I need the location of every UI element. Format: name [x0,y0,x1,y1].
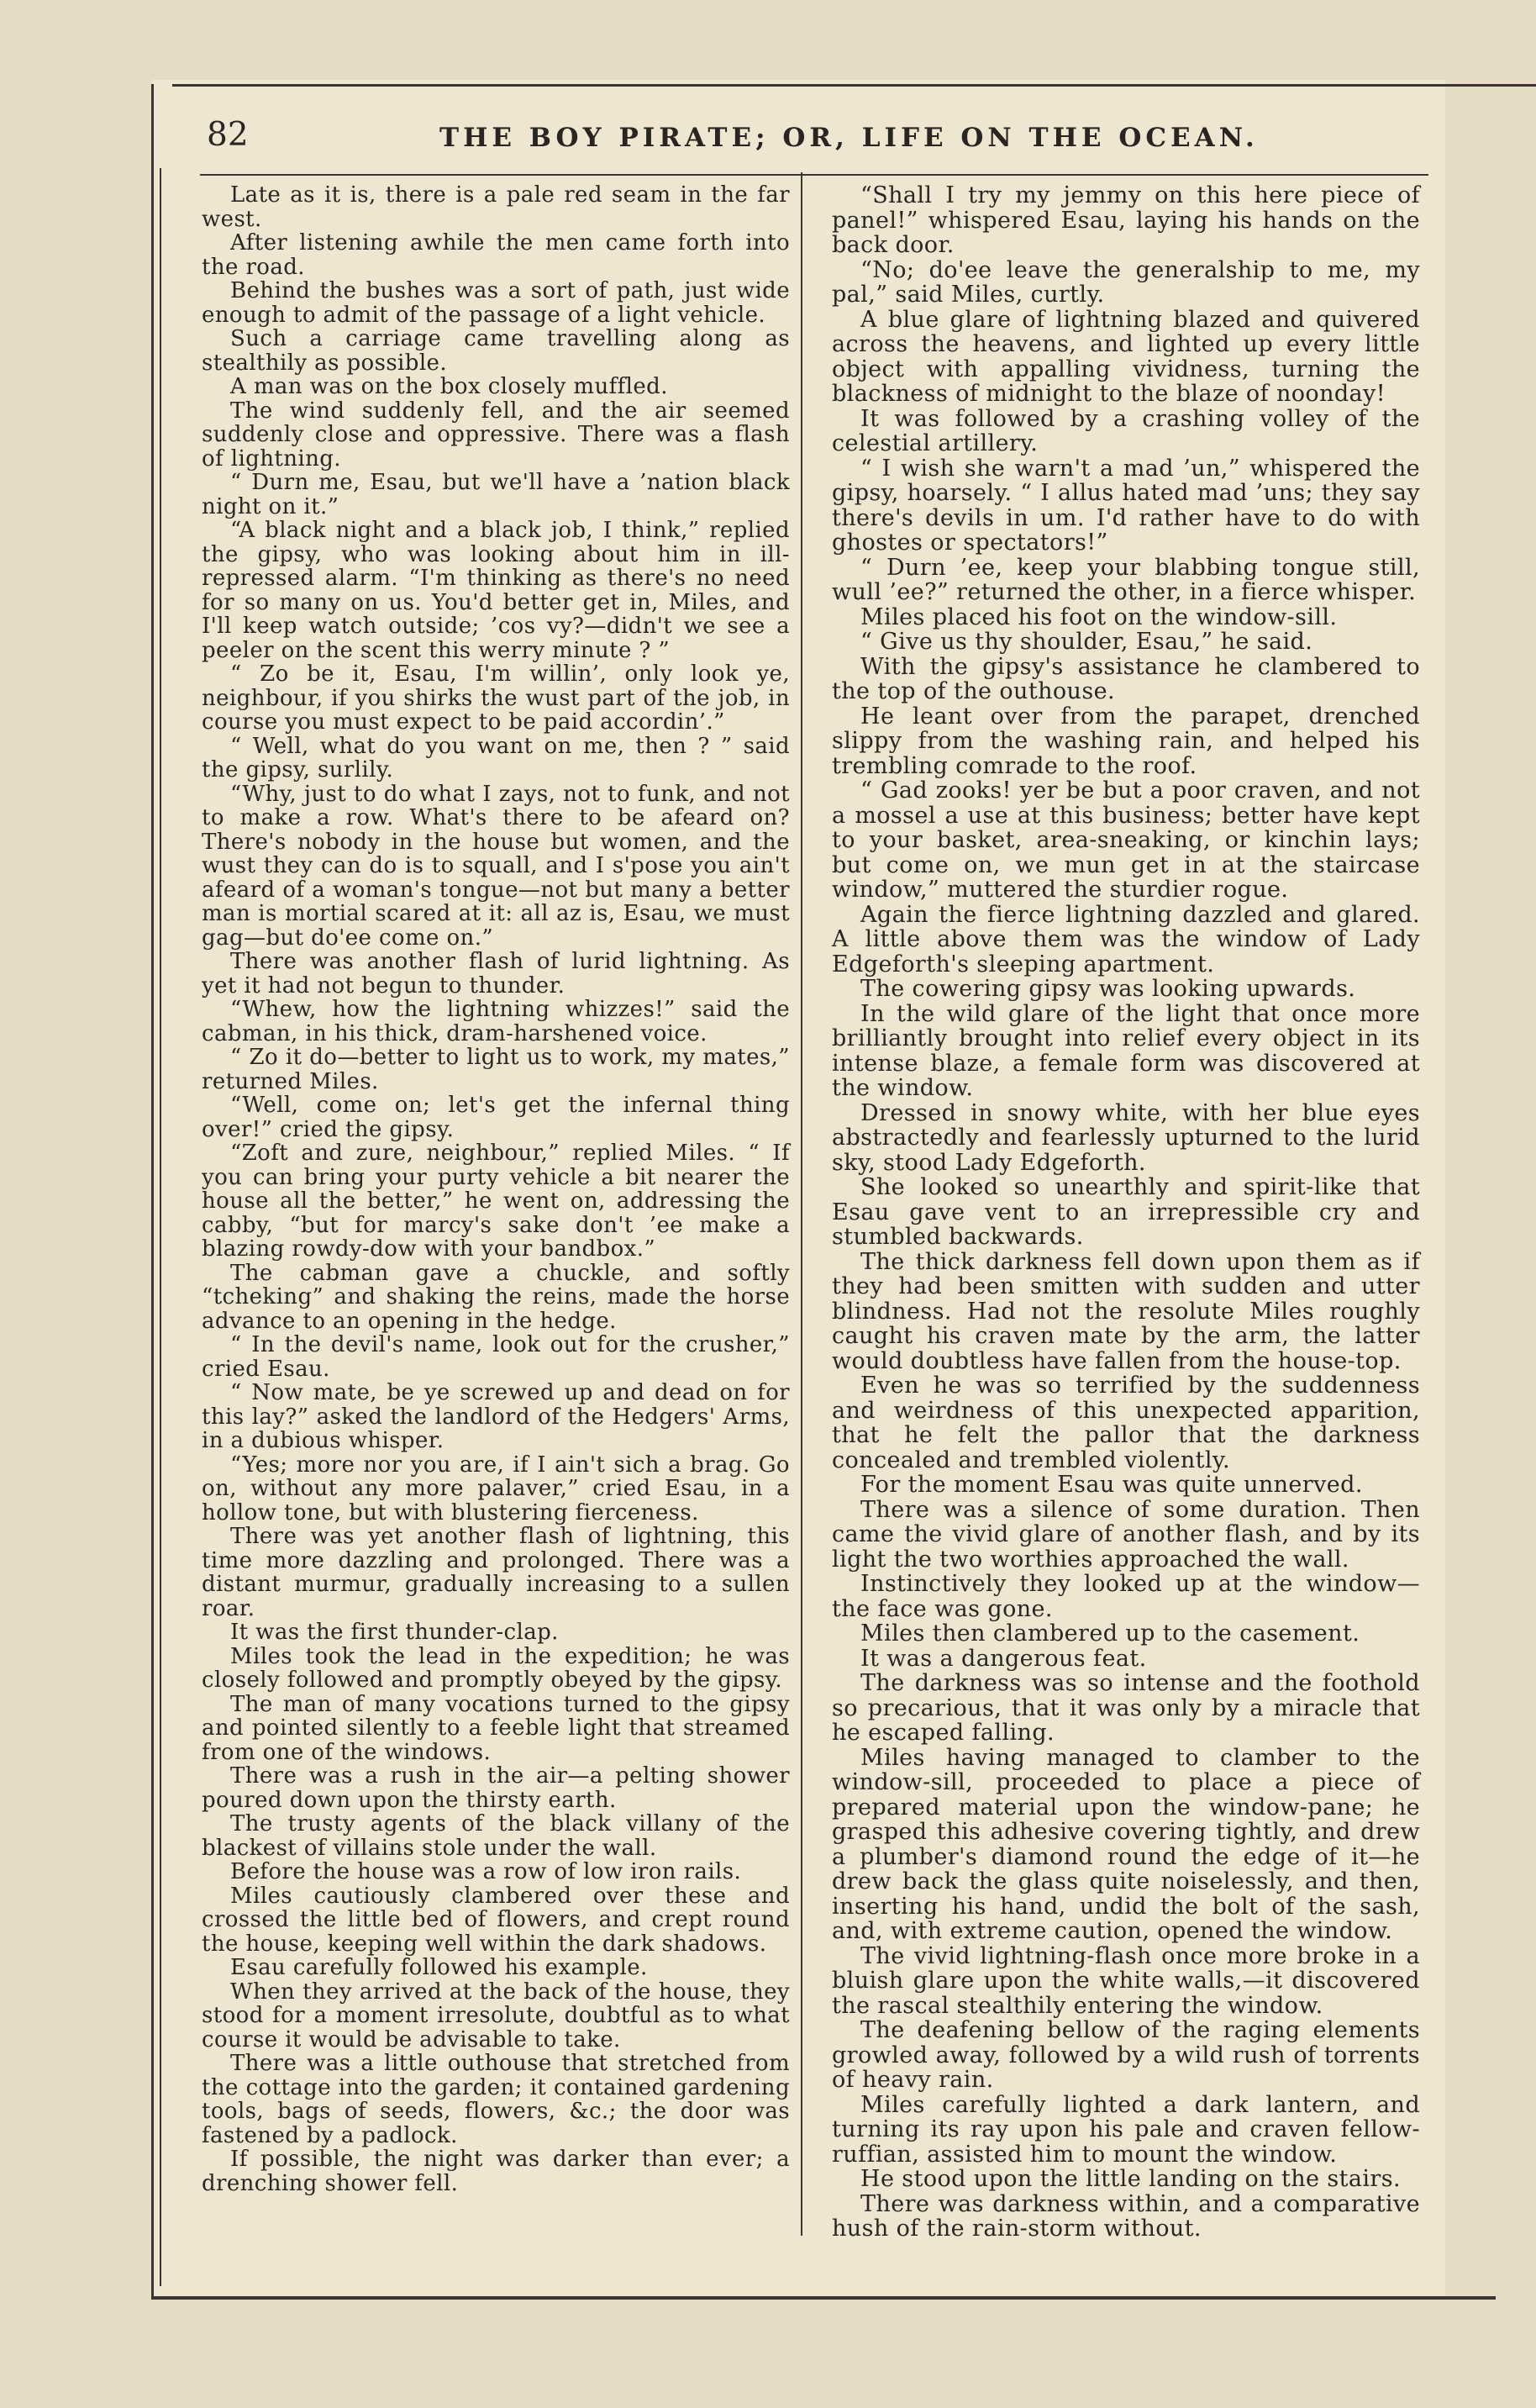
paragraph: With the gipsy's assistance he clambered to the top of the outhouse. [832,653,1420,704]
paragraph: “Whew, how the lightning whizzes!” said the cabman, in his thick, dram-harshened voice. [202,997,790,1046]
paragraph: The deafening bellow of the raging elements growled away, followed by a wild rush of torrents of heavy rain. [832,2017,1420,2093]
paragraph: “ Give us thy shoulder, Esau,” he said. [860,629,1313,655]
running-header [200,109,1427,160]
paragraph: The cowering gipsy was looking upwards. [860,976,1356,1002]
paragraph: The thick darkness fell down upon them as if they had been smitten with sudden and utter blindness. Had not the resolute Miles roughly caught his craven mate by the arm, the latter would doubtless have fallen from the house-top. [832,1248,1420,1374]
paragraph: Miles having managed to clamber to the window-sill, proceeded to place a piece of prepared material upon the window-pane; he grasped this adhesive covering tightly, and drew a plumber's diamond round the edge of it—he drew back the glass quite noiselessly, and then, inserting his hand, undid the bolt of the sash, and, with extreme caution, opened the window. [832,1744,1420,1944]
bottom-border-rule [151,2296,1496,2300]
paragraph: “ Zo it do—better to light us to work, my mates,” returned Miles. [202,1045,790,1094]
paragraph: When they arrived at the back of the house, they stood for a moment irresolute, doubtful as to what course it would be advisable to take. [202,1979,790,2052]
paragraph: Even he was so terrified by the suddenness and weirdness of this unexpected apparition, that he felt the pallor that the darkness concealed and trembled violently. [832,1373,1420,1473]
paragraph: Instinctively they looked up at the window—the face was gone. [832,1571,1420,1622]
paragraph: “Yes; more nor you are, if I ain't sich a brag. Go on, without any more palaver,” cried Esau, in a hollow tone, but with blustering fierceness. [202,1452,790,1525]
paragraph: He leant over from the parapet, drenched slippy from the washing rain, and helped his trembling comrade to the roof. [832,703,1420,779]
top-border-rule [172,84,1536,87]
paragraph: There was darkness within, and a comparative hush of the rain-storm without. [832,2190,1420,2242]
paragraph: Esau carefully followed his example. [230,1955,648,1980]
paragraph: Dressed in snowy white, with her blue eyes abstractedly and fearlessly upturned to the lurid sky, stood Lady Edgeforth. [832,1099,1420,1176]
header-rule [200,174,1428,176]
paragraph: He stood upon the little landing on the stairs. [860,2166,1401,2192]
paragraph: A blue glare of lightning blazed and quivered across the heavens, and lighted up every little object with appalling vividness, turning the blackness of midnight to the blaze of noonday! [832,306,1420,407]
right-column [832,183,1420,2242]
paragraph: Again the fierce lightning dazzled and glared. A little above them was the window of Lady Edgeforth's sleeping apartment. [832,901,1420,977]
paragraph: Miles took the lead in the expedition; he was closely followed and promptly obeyed by the gipsy. [202,1643,790,1693]
paragraph: There was a silence of some duration. Then came the vivid glare of another flash, and by its light the two worthies approached the wall. [832,1496,1420,1573]
paragraph: Miles then clambered up to the casement. [860,1620,1360,1647]
paragraph: “ In the devil's name, look out for the crusher,” cried Esau. [202,1332,790,1382]
page-number: 82 [207,116,249,154]
paragraph: “ I wish she warn't a mad ’un,” whispered the gipsy, hoarsely. “ I allus hated mad ’uns; they say there's devils in um. I'd rather have to do with ghostes or spectators!” [832,455,1420,556]
paragraph: The darkness was so intense and the foothold so precarious, that it was only by a miracle that he escaped falling. [832,1670,1420,1746]
left-column [202,183,790,2195]
paragraph: The cabman gave a chuckle, and softly “tcheking” and shaking the reins, made the horse advance to an opening in the hedge. [202,1260,790,1334]
paragraph: If possible, the night was darker than ever; a drenching shower fell. [202,2147,790,2196]
paragraph: For the moment Esau was quite unnerved. [860,1472,1363,1498]
paragraph: A man was on the box closely muffled. [230,374,668,399]
paragraph: There was a little outhouse that stretched from the cottage into the garden; it contained gardening tools, bags of seeds, flowers, &c.; the door was fastened by a padlock. [202,2051,790,2148]
paragraph: Late as it is, there is a pale red seam in the far west. [202,182,790,232]
paragraph: “Why, just to do what I zays, not to funk, and not to make a row. What's there to be afeard on? There's nobody in the house but women, and the wust they can do is to squall, and I s'pose you ain't afeard of a woman's tongue—not but many a better man is mortial scared at it: all az is, Esau, we must gag—but do'ee come on.” [202,781,790,951]
paragraph: The wind suddenly fell, and the air seemed suddenly close and oppressive. There was a flash of lightning. [202,398,790,472]
paragraph: “A black night and a black job, I think,” replied the gipsy, who was looking about him in ill-repressed alarm. “I'm thinking as there's no need for so many on us. You'd better get in, Miles, and I'll keep watch outside; ’cos vy?—didn't we see a peeler on the scent this werry minute ? ” [202,518,790,663]
column-divider [801,172,802,2236]
running-title: THE BOY PIRATE; OR, LIFE ON THE OCEAN. [439,123,1259,153]
paragraph: “No; do'ee leave the generalship to me, my pal,” said Miles, curtly. [832,256,1420,308]
paragraph: “ Durn ’ee, keep your blabbing tongue still, wull ’ee?” returned the other, in a fierce whisper. [832,554,1420,605]
paragraph: Such a carriage came travelling along as stealthily as possible. [202,326,790,376]
paragraph: “ Zo be it, Esau, I'm willin’, only look ye, neighbour, if you shirks the wust part of the job, in course you must expect to be paid accordin’.” [202,661,790,735]
paragraph: Miles placed his foot on the window-sill. [860,603,1338,630]
paragraph: The man of many vocations turned to the gipsy and pointed silently to a feeble light that streamed from one of the windows. [202,1691,790,1765]
paragraph: There was yet another flash of lightning, this time more dazzling and prolonged. There was a distant murmur, gradually increasing to a sullen roar. [202,1524,790,1621]
paragraph: In the wild glare of the light that once more brilliantly brought into relief every object in its intense blaze, a female form was discovered at the window. [832,1000,1420,1101]
paragraph: “Well, come on; let's get the infernal thing over!” cried the gipsy. [202,1093,790,1142]
paragraph: Behind the bushes was a sort of path, just wide enough to admit of the passage of a light vehicle. [202,278,790,328]
paragraph: There was a rush in the air—a pelting shower poured down upon the thirsty earth. [202,1763,790,1813]
paragraph: There was another flash of lurid lightning. As yet it had not begun to thunder. [202,949,790,999]
paragraph: The vivid lightning-flash once more broke in a bluish glare upon the white walls,—it discovered the rascal stealthily entering the window. [832,1942,1420,2019]
paragraph: “ Now mate, be ye screwed up and dead on for this lay?” asked the landlord of the Hedgers' Arms, in a dubious whisper. [202,1380,790,1453]
paragraph: It was a dangerous feat. [860,1645,1147,1672]
paragraph: “Shall I try my jemmy on this here piece of panel!” whispered Esau, laying his hands on the back door. [832,182,1420,258]
inner-left-rule [160,168,161,2286]
paragraph: After listening awhile the men came forth into the road. [202,230,790,280]
left-border-rule [151,84,154,2299]
paragraph: “ Well, what do you want on me, then ? ” said the gipsy, surlily. [202,733,790,782]
paragraph: Before the house was a row of low iron rails. [230,1859,742,1884]
paragraph: Miles cautiously clambered over these and crossed the little bed of flowers, and crept round the house, keeping well within the dark shadows. [202,1883,790,1957]
paragraph: It was followed by a crashing volley of the celestial artillery. [832,405,1420,456]
paragraph: The trusty agents of the black villany of the blackest of villains stole under the wall. [202,1811,790,1861]
paragraph: “ Durn me, Esau, but we'll have a ’nation black night on it.” [202,470,790,519]
paragraph: “Zoft and zure, neighbour,” replied Miles. “ If you can bring your purty vehicle a bit nearer the house all the better,” he went on, addressing the cabby, “but for marcy's sake don't ’ee make a blazing rowdy-dow with your bandbox.” [202,1141,790,1262]
paragraph: “ Gad zooks! yer be but a poor craven, and not a mossel a use at this business; better have kept to your basket, area-sneaking, or kinchin lays; but come on, we mun get in at the staircase window,” muttered the sturdier rogue. [832,777,1420,903]
paragraph: Miles carefully lighted a dark lantern, and turning its ray upon his pale and craven fellow-ruffian, assisted him to mount the window. [832,2091,1420,2168]
paragraph: She looked so unearthly and spirit-like that Esau gave vent to an irrepressible cry and stumbled backwards. [832,1174,1420,1250]
paragraph: It was the first thunder-clap. [230,1620,559,1645]
